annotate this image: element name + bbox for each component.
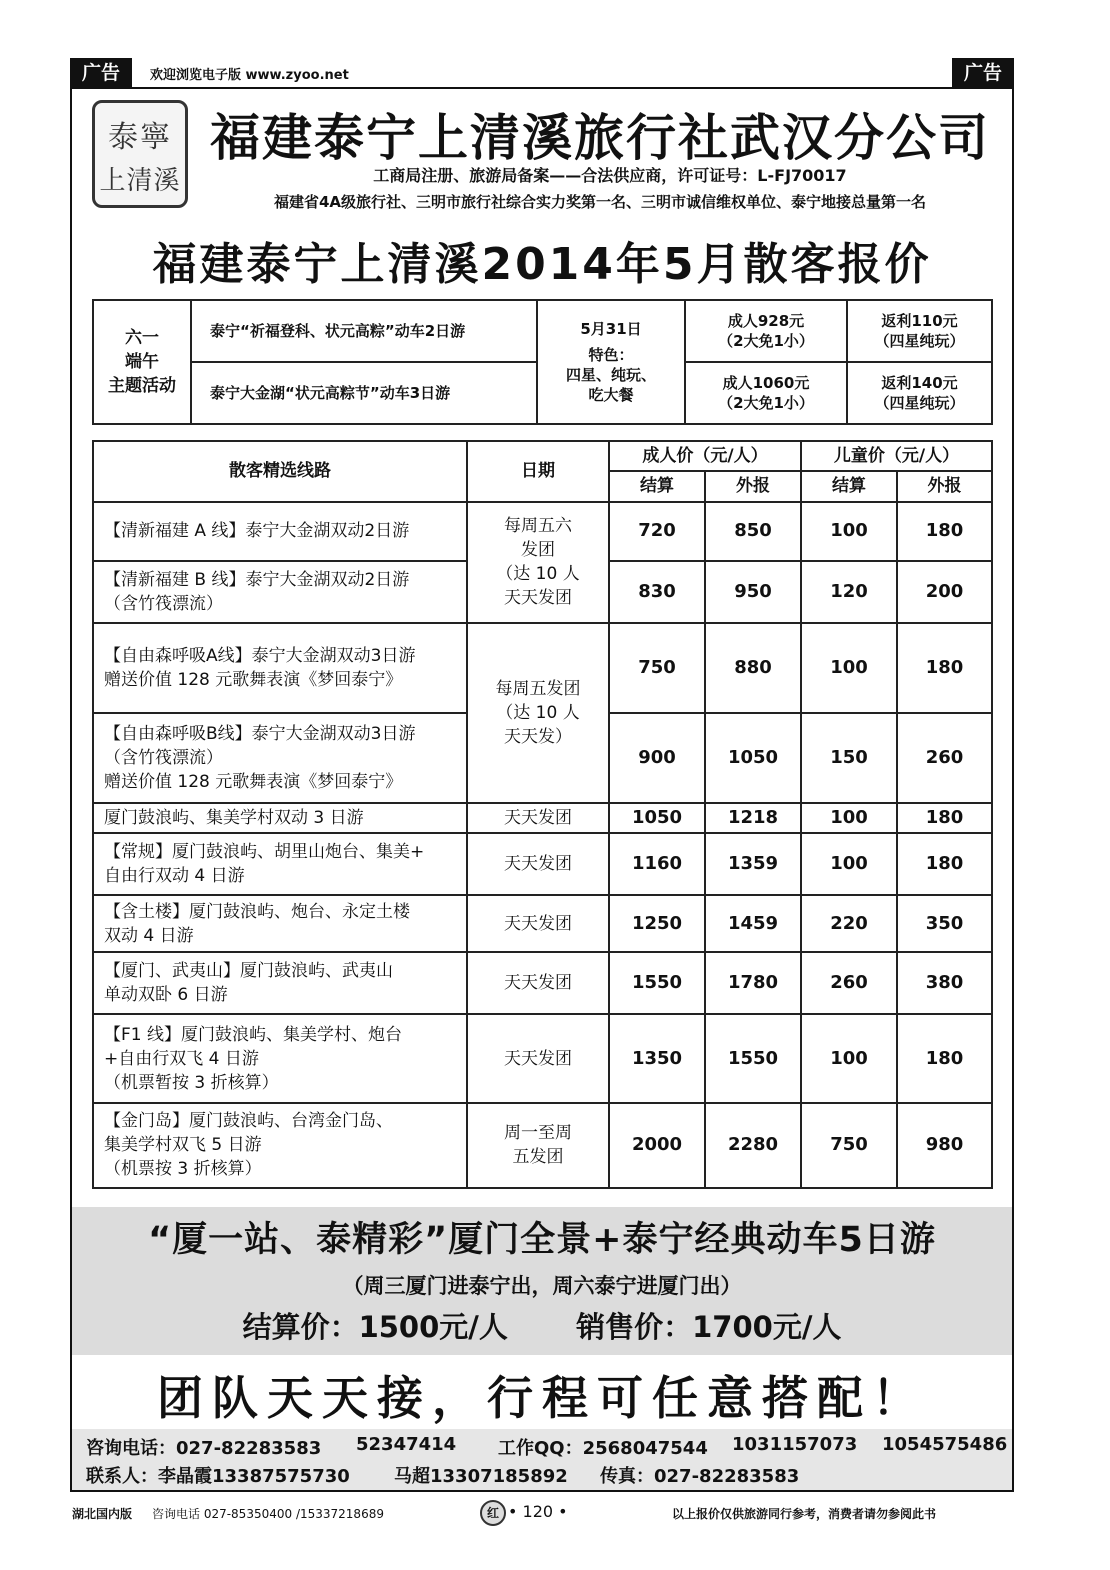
registration-line: 工商局注册、旅游局备案——合法供应商，许可证号：L-FJ70017 [373, 166, 847, 185]
table-row [93, 803, 992, 833]
date-cell: 天天发团 [467, 1014, 609, 1103]
adult-quote: 1359 [705, 833, 801, 895]
contact-person-2[interactable]: 马超13307185892 [394, 1466, 568, 1487]
adult-settle: 1550 [609, 952, 705, 1014]
child-quote: 180 [897, 803, 992, 833]
welcome-text[interactable]: 欢迎浏览电子版 www.zyoo.net [150, 68, 349, 83]
footer-edition: 湖北国内版 [72, 1507, 133, 1521]
promo-rebate-2: 返利140元 （四星纯玩） [847, 362, 992, 424]
table-row [93, 502, 992, 562]
fax[interactable]: 传真：027-82283583 [600, 1466, 800, 1487]
work-qq[interactable]: 工作QQ：2568047544 [498, 1438, 708, 1459]
route-cell: 【F1 线】厦门鼓浪屿、集美学村、炮台 +自由行双飞 4 日游 （机票暂按 3 折核算） [93, 1014, 467, 1103]
route-cell: 【清新福建 A 线】泰宁大金湖双动2日游 [93, 502, 467, 562]
date-cell: 天天发团 [467, 952, 609, 1014]
route-cell: 【厦门、武夷山】厦门鼓浪屿、武夷山 单动双卧 6 日游 [93, 952, 467, 1014]
child-quote: 200 [897, 561, 992, 623]
consult-phone-2[interactable]: 52347414 [356, 1434, 457, 1455]
adult-settle: 1250 [609, 895, 705, 953]
date-cell: 天天发团 [467, 803, 609, 833]
price-table [92, 440, 993, 1189]
header-date: 日期 [467, 441, 609, 502]
child-quote: 350 [897, 895, 992, 953]
child-settle: 100 [801, 623, 897, 713]
table-row [93, 833, 992, 895]
promo-table [92, 299, 993, 425]
settle-price: 结算价：1500元/人 [242, 1310, 508, 1344]
consult-phone[interactable]: 咨询电话：027-82283583 [86, 1438, 322, 1459]
adult-settle: 750 [609, 623, 705, 713]
child-quote: 380 [897, 952, 992, 1014]
adult-settle: 830 [609, 561, 705, 623]
child-settle: 120 [801, 561, 897, 623]
work-qq-2[interactable]: 1031157073 [732, 1434, 858, 1455]
child-settle: 100 [801, 833, 897, 895]
date-cell: 每周五发团 （达 10 人 天天发） [467, 623, 609, 803]
child-settle: 750 [801, 1103, 897, 1188]
page-number: • 120 • [508, 1502, 568, 1521]
special-title: “厦一站、泰精彩”厦门全景+泰宁经典动车5日游 [148, 1220, 936, 1260]
route-cell: 【金门岛】厦门鼓浪屿、台湾金门岛、 集美学村双飞 5 日游 （机票按 3 折核算） [93, 1103, 467, 1188]
adult-quote: 880 [705, 623, 801, 713]
ad-tag-right: 广告 [952, 58, 1014, 88]
promo-theme: 六一 端午 主题活动 [93, 300, 191, 424]
promo-price-2: 成人1060元 （2大免1小） [685, 362, 847, 424]
company-logo [92, 100, 188, 208]
adult-quote: 1218 [705, 803, 801, 833]
slogan: 团队天天接，行程可任意搭配！ [157, 1371, 927, 1425]
special-prices [72, 1305, 1012, 1346]
logo-text-top: 泰寧 [108, 119, 172, 155]
header-adult-settle: 结算 [609, 471, 705, 501]
date-cell: 天天发团 [467, 833, 609, 895]
child-quote: 180 [897, 502, 992, 562]
child-settle: 100 [801, 1014, 897, 1103]
child-quote: 180 [897, 833, 992, 895]
adult-settle: 1350 [609, 1014, 705, 1103]
footer-hotline: 咨询电话 027-85350400 /15337218689 [152, 1507, 384, 1521]
route-cell: 【常规】厦门鼓浪屿、胡里山炮台、集美+ 自由行双动 4 日游 [93, 833, 467, 895]
table-row [93, 623, 992, 713]
child-settle: 100 [801, 803, 897, 833]
header-route: 散客精选线路 [93, 441, 467, 502]
adult-quote: 1780 [705, 952, 801, 1014]
route-cell: 【清新福建 B 线】泰宁大金湖双动2日游 （含竹筏漂流） [93, 561, 467, 623]
header-child-quote: 外报 [897, 471, 992, 501]
header-child: 儿童价（元/人） [801, 441, 992, 471]
child-settle: 260 [801, 952, 897, 1014]
adult-settle: 2000 [609, 1103, 705, 1188]
child-quote: 180 [897, 623, 992, 713]
table-row [93, 895, 992, 953]
adult-quote: 2280 [705, 1103, 801, 1188]
child-settle: 100 [801, 502, 897, 562]
adult-quote: 950 [705, 561, 801, 623]
special-subtitle: （周三厦门进泰宁出，周六泰宁进厦门出） [342, 1274, 742, 1298]
table-row [93, 1014, 992, 1103]
adult-settle: 720 [609, 502, 705, 562]
honors-line: 福建省4A级旅行社、三明市旅行社综合实力奖第一名、三明市诚信维权单位、泰宁地接总量第一名 [273, 193, 927, 211]
child-quote: 260 [897, 713, 992, 803]
header-adult-quote: 外报 [705, 471, 801, 501]
route-cell: 【自由森呼吸A线】泰宁大金湖双动3日游 赠送价值 128 元歌舞表演《梦回泰宁》 [93, 623, 467, 713]
logo-text-bottom: 上清溪 [99, 165, 181, 196]
adult-settle: 1160 [609, 833, 705, 895]
page-badge: 红 [480, 1500, 506, 1526]
route-cell: 【自由森呼吸B线】泰宁大金湖双动3日游 （含竹筏漂流） 赠送价值 128 元歌舞表演《梦回泰宁》 [93, 713, 467, 803]
adult-settle: 900 [609, 713, 705, 803]
adult-quote: 1459 [705, 895, 801, 953]
child-quote: 980 [897, 1103, 992, 1188]
footer-note: 以上报价仅供旅游同行参考，消费者请勿参阅此书 [672, 1507, 937, 1521]
header-child-settle: 结算 [801, 471, 897, 501]
header-adult: 成人价（元/人） [609, 441, 801, 471]
route-cell: 【含土楼】厦门鼓浪屿、炮台、永定土楼 双动 4 日游 [93, 895, 467, 953]
promo-date: 5月31日 特色： 四星、纯玩、 吃大餐 [537, 300, 685, 424]
adult-quote: 1550 [705, 1014, 801, 1103]
adult-quote: 850 [705, 502, 801, 562]
ad-tag-left: 广告 [70, 58, 132, 88]
promo-rebate-1: 返利110元 （四星纯玩） [847, 300, 992, 362]
promo-route-2: 泰宁大金湖“状元高粽节”动车3日游 [191, 362, 537, 424]
work-qq-3[interactable]: 1054575486 [882, 1434, 1008, 1455]
child-quote: 180 [897, 1014, 992, 1103]
table-row [93, 1103, 992, 1188]
child-settle: 220 [801, 895, 897, 953]
date-cell: 每周五六 发团 （达 10 人 天天发团 [467, 502, 609, 623]
date-cell: 周一至周 五发团 [467, 1103, 609, 1188]
child-settle: 150 [801, 713, 897, 803]
promo-route-1: 泰宁“祈福登科、状元高粽”动车2日游 [191, 300, 537, 362]
contact-person-1[interactable]: 联系人：李晶霞13387575730 [86, 1466, 350, 1487]
company-name: 福建泰宁上清溪旅行社武汉分公司 [210, 108, 990, 167]
contact-panel [72, 1429, 1012, 1490]
adult-settle: 1050 [609, 803, 705, 833]
headline: 福建泰宁上清溪2014年5月散客报价 [152, 239, 932, 290]
route-cell: 厦门鼓浪屿、集美学村双动 3 日游 [93, 803, 467, 833]
promo-price-1: 成人928元 （2大免1小） [685, 300, 847, 362]
date-cell: 天天发团 [467, 895, 609, 953]
sale-price: 销售价：1700元/人 [576, 1310, 842, 1344]
adult-quote: 1050 [705, 713, 801, 803]
table-row [93, 952, 992, 1014]
